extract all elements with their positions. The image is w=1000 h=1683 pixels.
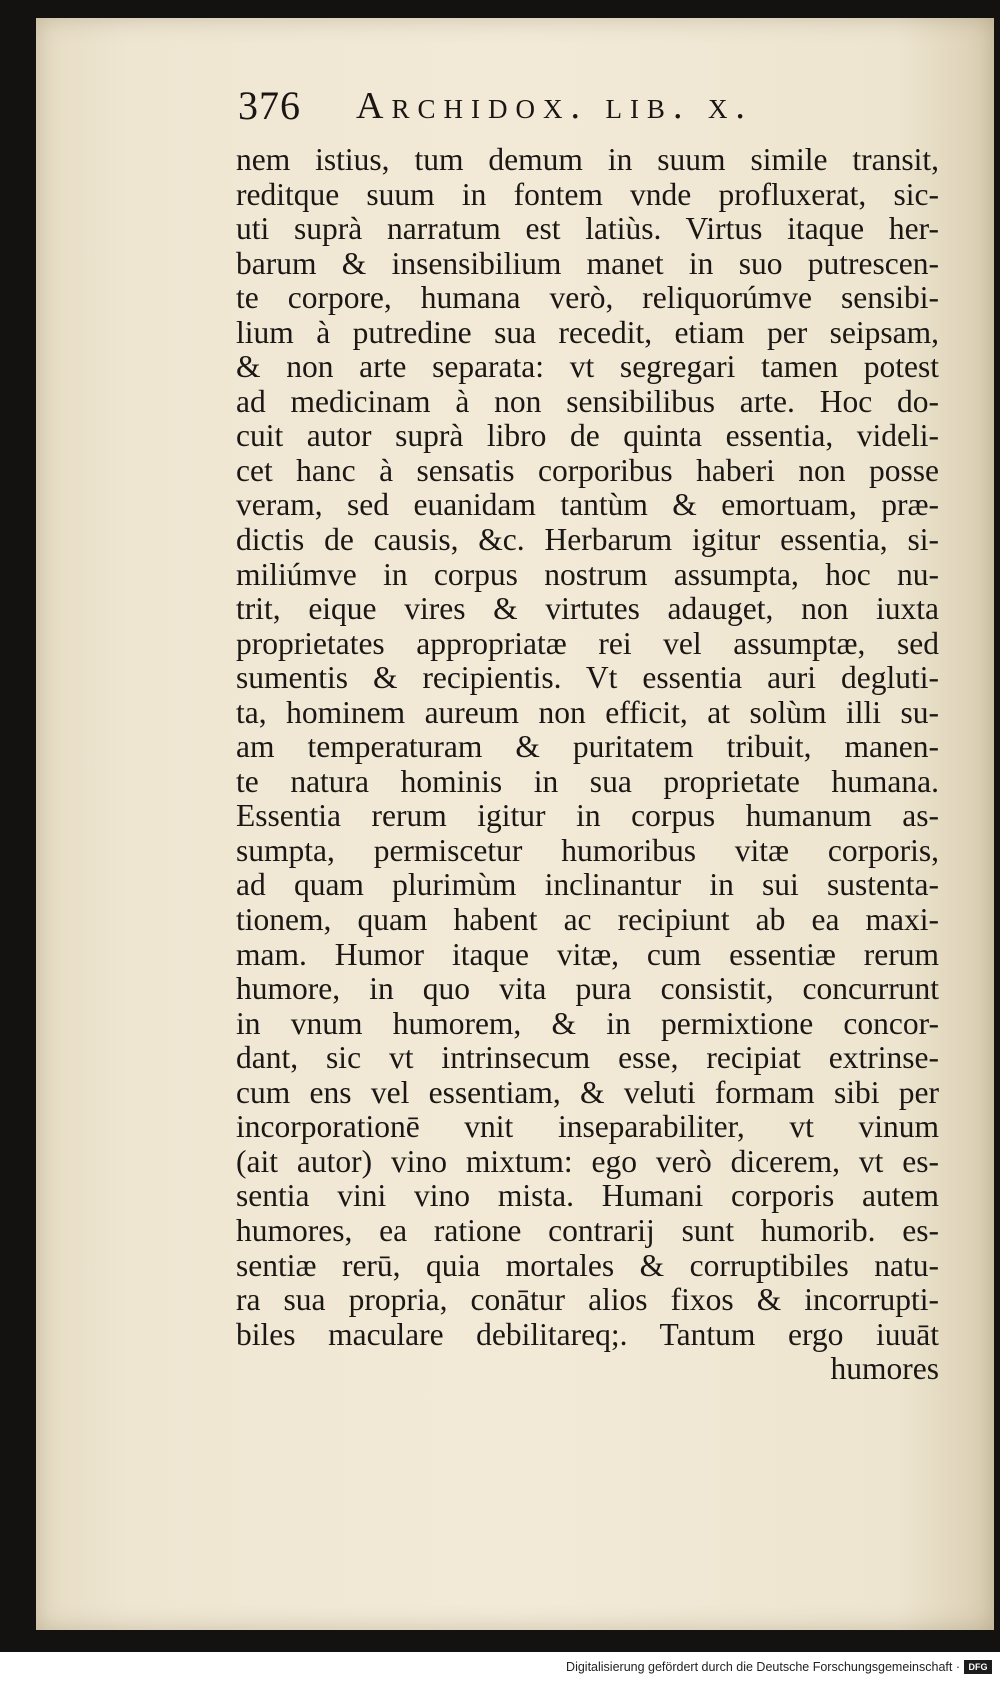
text-line: veram, sed euanidam tantùm & emortuam, præ- (236, 487, 939, 523)
text-line: sentiæ rerū, quia mortales & corruptibiles natu- (236, 1247, 939, 1283)
text-line: humore, in quo vita pura consistit, concurrunt (236, 971, 939, 1007)
text-line: incorporationē vnit inseparabiliter, vt vinum (236, 1109, 939, 1145)
text-line: trit, eique vires & virtutes adauget, non iuxta (236, 591, 939, 627)
text-line: humores, ea ratione contrarij sunt humorib. es- (236, 1212, 939, 1248)
footer-bar (0, 1652, 1000, 1683)
text-line: & non arte separata: vt segregari tamen potest (236, 349, 939, 385)
page-header (238, 82, 858, 136)
text-line: ad quam plurimùm inclinantur in sui sustenta- (236, 867, 939, 903)
text-line: Essentia rerum igitur in corpus humanum as- (236, 798, 939, 834)
text-line: te corpore, humana verò, reliquorúmve sensibi- (236, 280, 939, 316)
text-line: nem istius, tum demum in suum simile transit, (236, 142, 939, 177)
text-line: barum & insensibilium manet in suo putrescen- (236, 245, 939, 281)
text-line: (ait autor) vino mixtum: ego verò dicerem, vt es- (236, 1143, 939, 1179)
dfg-logo-icon (964, 1660, 992, 1674)
text-line: lium à putredine sua recedit, etiam per seipsam, (236, 314, 939, 350)
text-line: cuit autor suprà libro de quinta essentia, videli- (236, 418, 939, 454)
text-line: miliúmve in corpus nostrum assumpta, hoc nu- (236, 556, 939, 592)
text-line: biles maculare debilitareq;. Tantum ergo iuuāt (236, 1316, 939, 1352)
text-line: sumentis & recipientis. Vt essentia auri degluti- (236, 660, 939, 696)
dfg-logo-text: DFG (968, 1662, 988, 1672)
text-line: humores (830, 1351, 939, 1387)
text-line: mam. Humor itaque vitæ, cum essentiæ rerum (236, 936, 939, 972)
body-text (236, 143, 939, 1387)
funding-credit: Digitalisierung gefördert durch die Deutsche Forschungsgemeinschaft · (566, 1660, 960, 1674)
text-line: in vnum humorem, & in permixtione concor- (236, 1005, 939, 1041)
text-line: ra sua propria, conātur alios fixos & incorrupti- (236, 1282, 939, 1318)
text-line: cet hanc à sensatis corporibus haberi non posse (236, 452, 939, 488)
text-line: sentia vini vino mista. Humani corporis autem (236, 1178, 939, 1214)
text-line: cum ens vel essentiam, & veluti formam sibi per (236, 1074, 939, 1110)
text-line: dictis de causis, &c. Herbarum igitur essentia, si- (236, 522, 939, 558)
running-title: Archidox. lib. x. (356, 85, 753, 127)
text-line: te natura hominis in sua proprietate humana. (236, 763, 939, 799)
text-line: proprietates appropriatæ rei vel assumptæ, sed (236, 625, 939, 661)
text-line: dant, sic vt intrinsecum esse, recipiat extrinse- (236, 1040, 939, 1076)
text-line: tionem, quam habent ac recipiunt ab ea maxi- (236, 902, 939, 938)
page-number: 376 (238, 83, 301, 128)
text-line: ta, hominem aureum non efficit, at solùm illi su- (236, 694, 939, 730)
text-line: uti suprà narratum est latiùs. Virtus itaque her- (236, 211, 939, 247)
text-line: am temperaturam & puritatem tribuit, manen- (236, 729, 939, 765)
text-line: sumpta, permiscetur humoribus vitæ corporis, (236, 832, 939, 868)
text-line: ad medicinam à non sensibilibus arte. Hoc do- (236, 383, 939, 419)
text-line: reditque suum in fontem vnde profluxerat, sic- (236, 176, 939, 212)
